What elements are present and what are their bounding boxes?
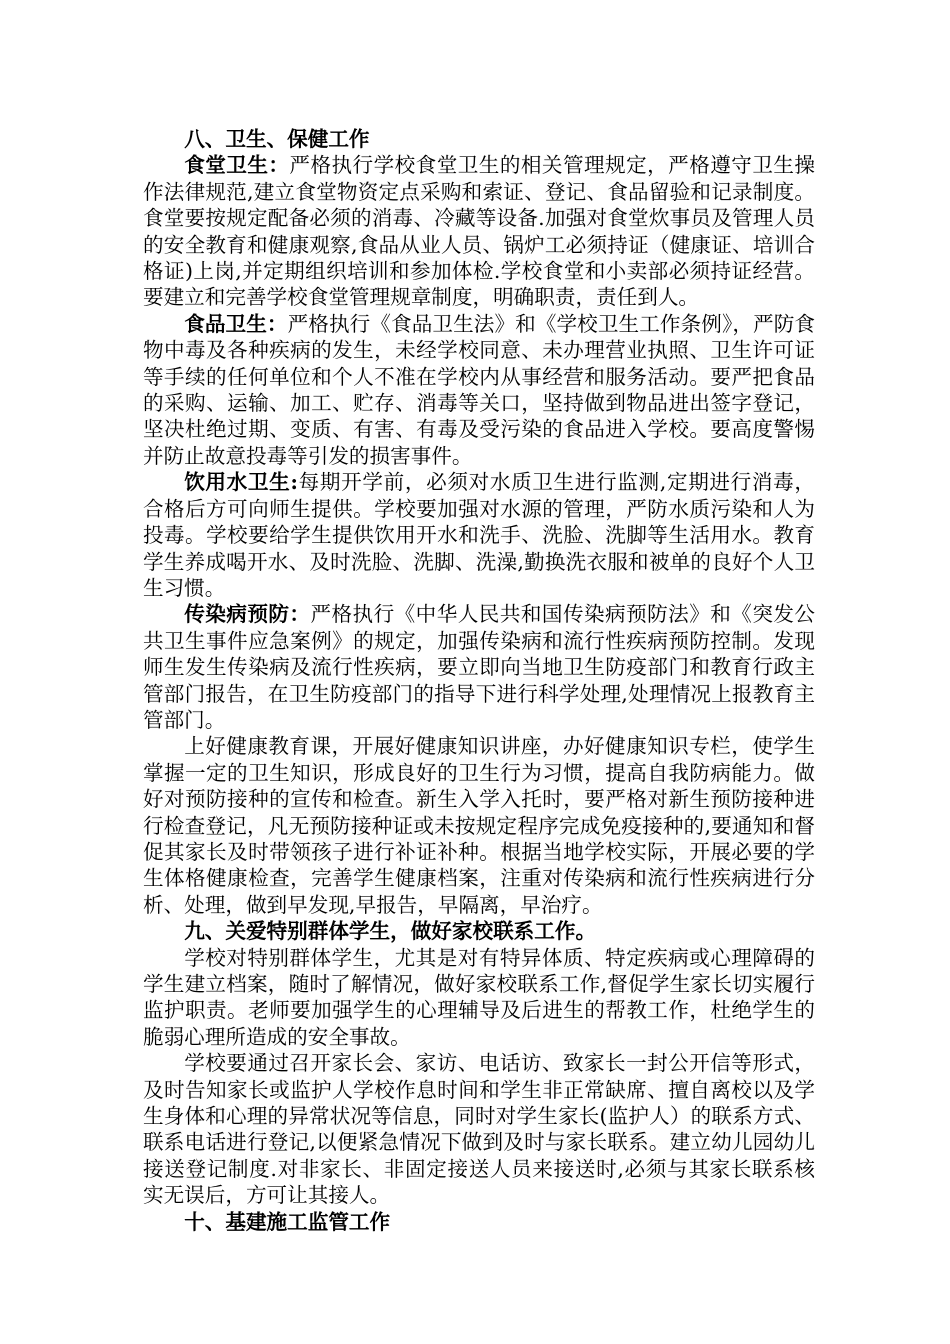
canteen-hygiene-paragraph bbox=[143, 152, 815, 310]
water-hygiene-body: 每期开学前，必须对水质卫生进行监测,定期进行消毒，合格后方可向师生提供。学校要加强对水源的管理，严防水质污染和人为投毒。学校要给学生提供饮用开水和洗手、洗脸、洗脚等生活用水。教育学生养成喝开水、及时洗脸、洗脚、洗澡,勤换洗衣服和被单的良好个人卫生习惯。 bbox=[143, 470, 815, 600]
disease-prevention-body: 严格执行《中华人民共和国传染病预防法》和《突发公共卫生事件应急案例》的规定，加强传染病和流行性疾病预防控制。发现师生发生传染病及流行性疾病，要立即向当地卫生防疫部门和教育行政主管部门报告，在卫生防疫部门的指导下进行科学处理,处理情况上报教育主管部门。 bbox=[143, 602, 816, 732]
food-hygiene-lead: 食品卫生： bbox=[184, 311, 288, 336]
special-students-paragraph: 学校对特别群体学生，尤其是对有特异体质、特定疾病或心理障碍的学生建立档案，随时了解情况，做好家校联系工作,督促学生家长切实履行监护职责。老师要加强学生的心理辅导及后进生的帮教工作，杜绝学生的脆弱心理所造成的安全事故。 bbox=[143, 945, 815, 1049]
food-hygiene-body: 严格执行《食品卫生法》和《学校卫生工作条例》，严防食物中毒及各种疾病的发生，未经学校同意、未办理营业执照、卫生许可证等手续的任何单位和个人不准在学校内从事经营和服务活动。要严把食品的采购、运输、加工、贮存、消毒等关口，坚持做到物品进出签字登记，坚决杜绝过期、变质、有害、有毒及受污染的食品进入学校。要高度警惕并防止故意投毒等引发的损害事件。 bbox=[143, 311, 815, 468]
document-page bbox=[143, 126, 815, 1235]
disease-prevention-lead: 传染病预防： bbox=[184, 602, 311, 627]
disease-prevention-paragraph bbox=[143, 601, 815, 733]
water-hygiene-lead: 饮用水卫生: bbox=[184, 470, 298, 495]
section-8-heading: 八、卫生、保健工作 bbox=[184, 127, 370, 151]
food-hygiene-paragraph bbox=[143, 311, 815, 469]
section-10-heading: 十、基建施工监管工作 bbox=[184, 1209, 391, 1234]
home-school-contact-paragraph: 学校要通过召开家长会、家访、电话访、致家长一封公开信等形式，及时告知家长或监护人学校作息时间和学生非正常缺席、擅自离校以及学生身体和心理的异常状况等信息，同时对学生家长(监护人）的联系方式、联系电话进行登记,以便紧急情况下做到及时与家长联系。建立幼儿园幼儿接送登记制度.对非家长、非固定接送人员来接送时,必须与其家长联系核实无误后，方可让其接人。 bbox=[143, 1051, 815, 1208]
canteen-hygiene-body: 严格执行学校食堂卫生的相关管理规定，严格遵守卫生操作法律规范,建立食堂物资定点采购和索证、登记、食品留验和记录制度。食堂要按规定配备必须的消毒、冷藏等设备.加强对食堂炊事员及管理人员的安全教育和健康观察,食品从业人员、锅炉工必须持证（健康证、培训合格证)上岗,并定期组织培训和参加体检.学校食堂和小卖部必须持证经营。要建立和完善学校食堂管理规章制度，明确职责，责任到人。 bbox=[143, 153, 816, 310]
health-education-paragraph: 上好健康教育课，开展好健康知识讲座，办好健康知识专栏，使学生掌握一定的卫生知识，形成良好的卫生行为习惯，提高自我防病能力。做好对预防接种的宣传和检查。新生入学入托时，要严格对新生预防接种进行检查登记，凡无预防接种证或未按规定程序完成免疫接种的,要通知和督促其家长及时带领孩子进行补证补种。根据当地学校实际，开展必要的学生体格健康检查，完善学生健康档案，注重对传染病和流行性疾病进行分析、处理，做到早发现,早报告，早隔离，早治疗。 bbox=[143, 734, 815, 917]
water-hygiene-paragraph bbox=[143, 469, 815, 601]
canteen-hygiene-lead: 食堂卫生： bbox=[184, 153, 290, 178]
section-9-heading: 九、关爱特别群体学生，做好家校联系工作。 bbox=[184, 919, 597, 944]
